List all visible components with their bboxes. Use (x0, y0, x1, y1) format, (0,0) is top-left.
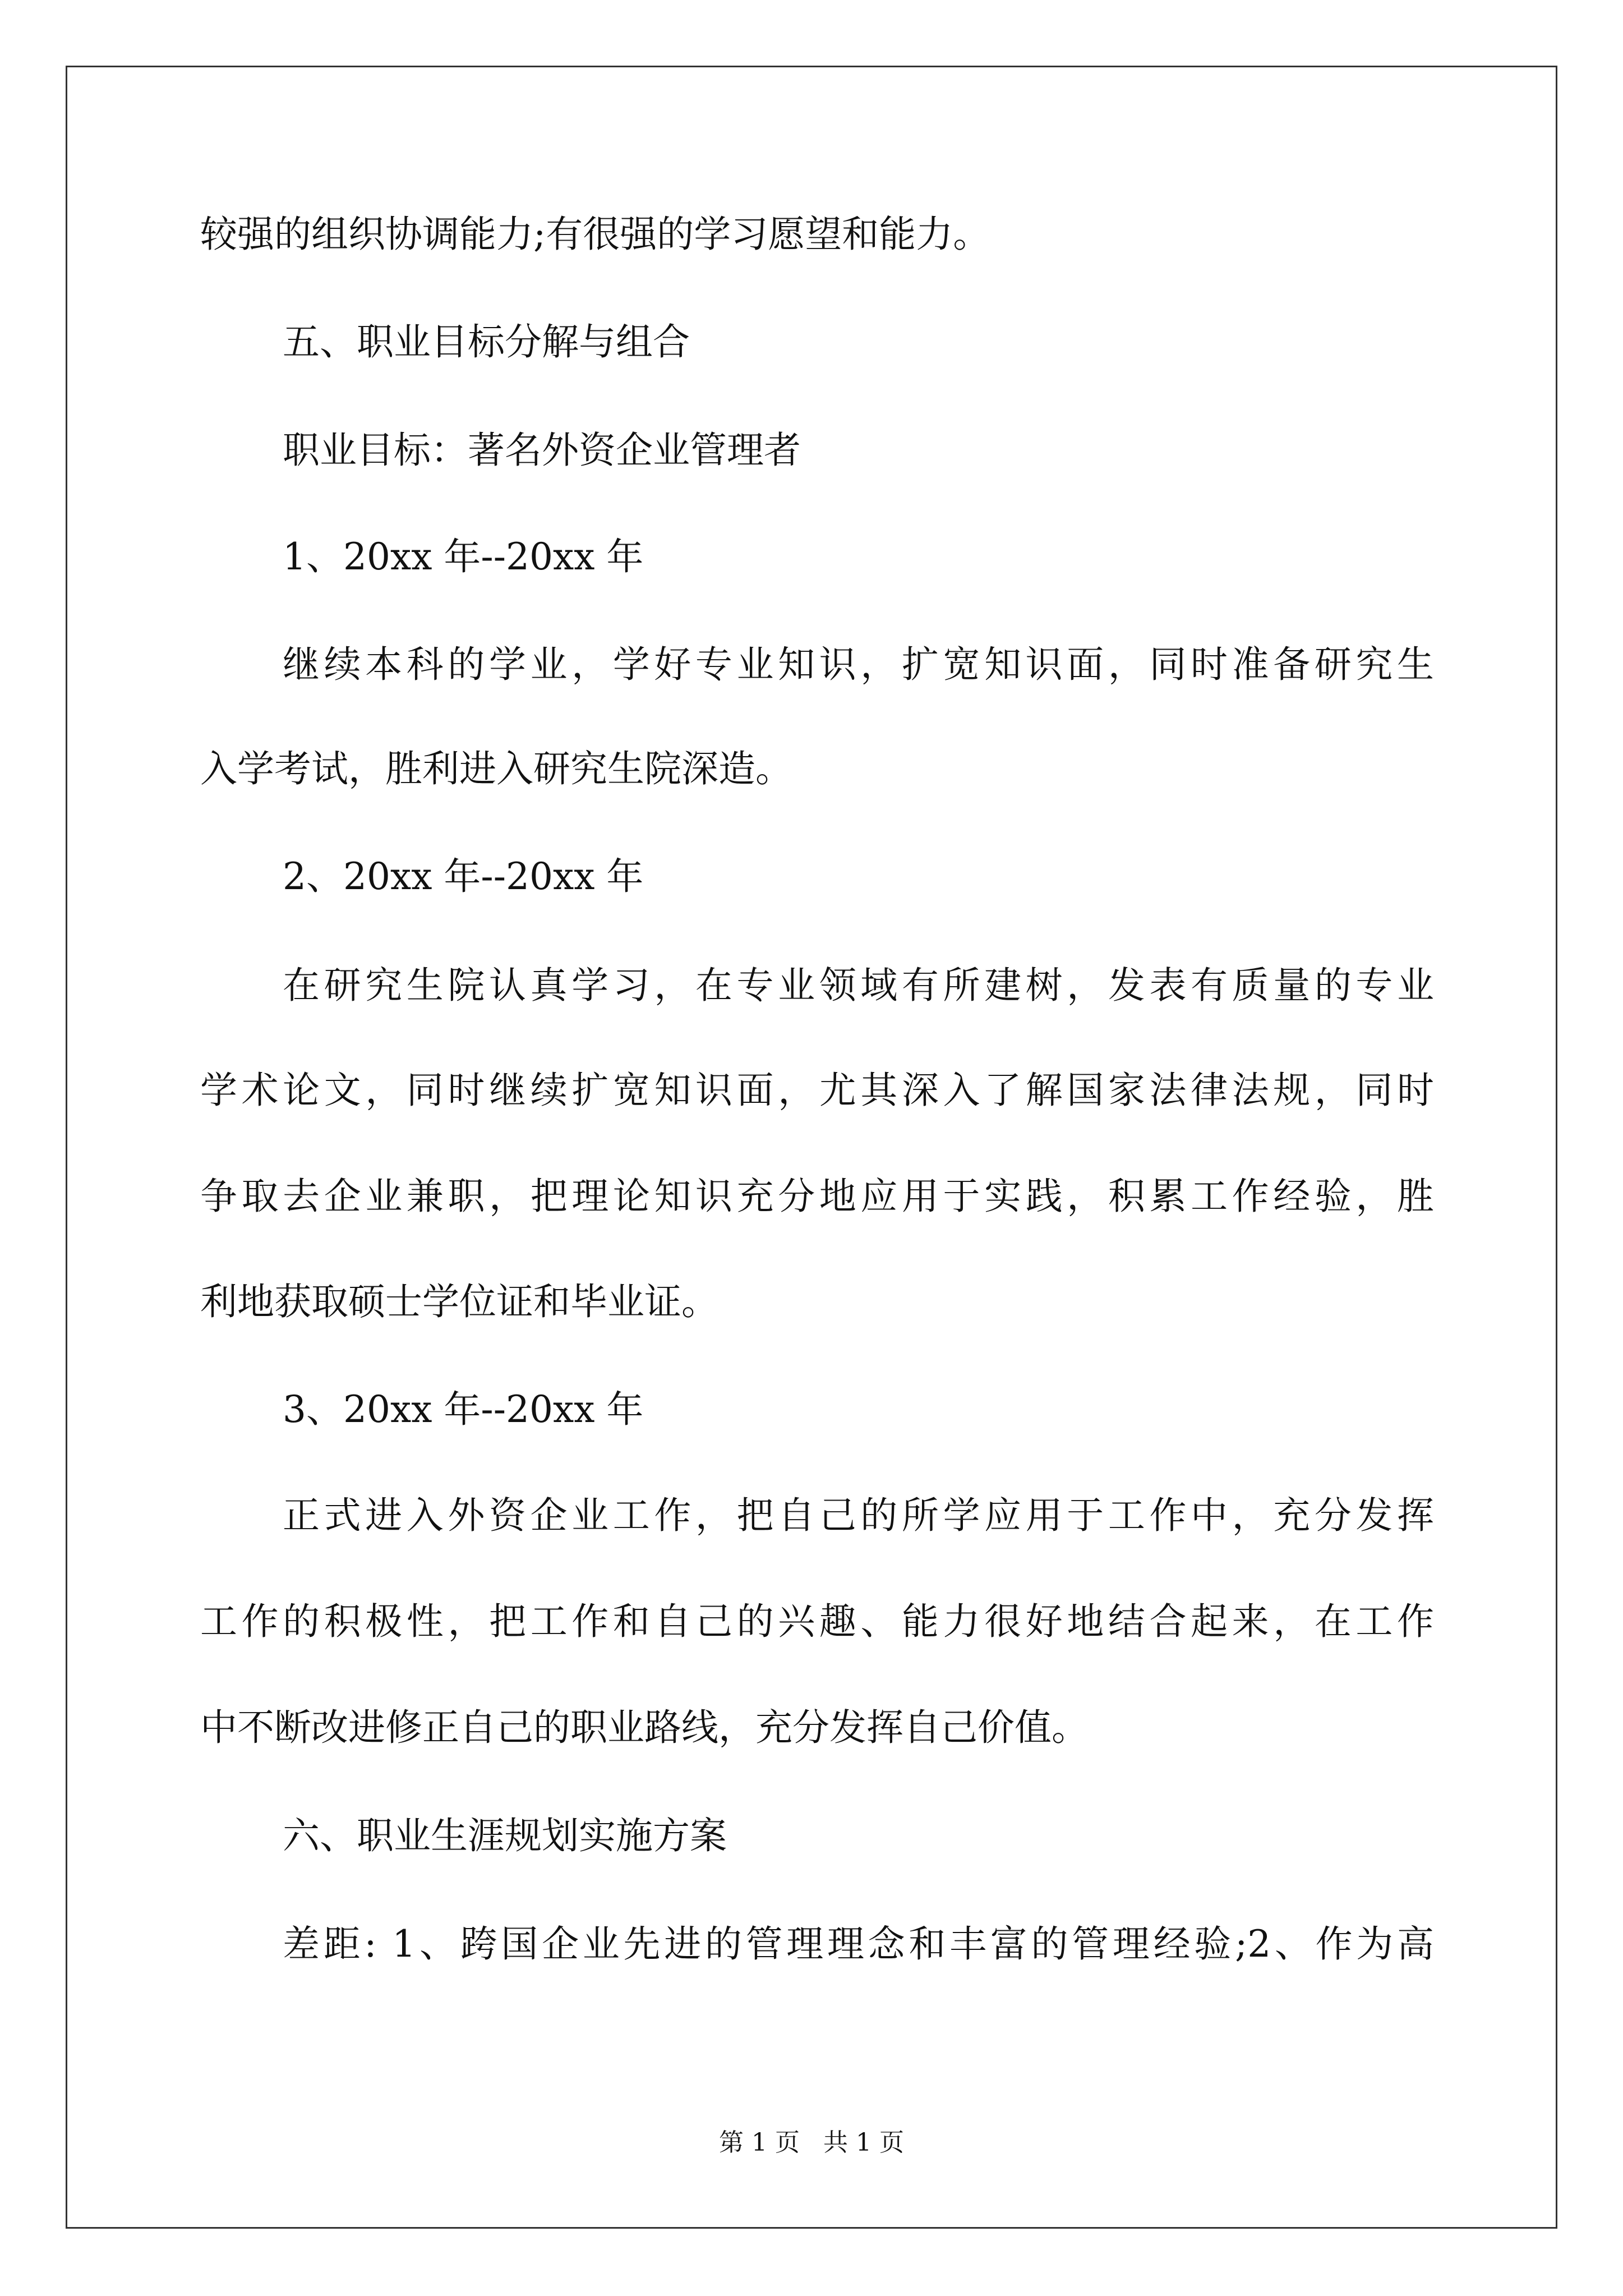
paragraph-line: 继续本科的学业，学好专业知识，扩宽知识面，同时准备研究生 (283, 643, 1434, 686)
paragraph-line: 工作的积极性，把工作和自己的兴趣、能力很好地结合起来，在工作 (200, 1600, 1434, 1643)
page-number: 第 1 页 共 1 页 (719, 2128, 904, 2157)
paragraph-line: 在研究生院认真学习，在专业领域有所建树，发表有质量的专业 (283, 964, 1434, 1007)
section-heading: 五、职业目标分解与组合 (283, 320, 690, 364)
paragraph-line: 入学考试，胜利进入研究生院深造。 (200, 747, 792, 790)
stage-heading: 1、20xx 年--20xx 年 (283, 535, 644, 578)
stage-heading: 2、20xx 年--20xx 年 (283, 855, 644, 898)
paragraph-line: 争取去企业兼职，把理论知识充分地应用于实践，积累工作经验，胜 (200, 1175, 1434, 1218)
page-border (66, 66, 1557, 2229)
paragraph-line: 利地获取硕士学位证和毕业证。 (200, 1280, 718, 1323)
stage-heading: 3、20xx 年--20xx 年 (283, 1388, 644, 1431)
career-goal: 职业目标：著名外资企业管理者 (283, 429, 801, 472)
paragraph-line: 中不断改进修正自己的职业路线，充分发挥自己价值。 (200, 1706, 1089, 1749)
section-heading: 六、职业生涯规划实施方案 (283, 1814, 727, 1857)
paragraph-line: 学术论文，同时继续扩宽知识面，尤其深入了解国家法律法规，同时 (200, 1069, 1434, 1112)
paragraph-line: 差距: 1、跨国企业先进的管理理念和丰富的管理经验;2、作为高 (283, 1922, 1434, 1966)
paragraph-line: 正式进入外资企业工作，把自己的所学应用于工作中，充分发挥 (283, 1494, 1434, 1537)
paragraph-line: 较强的组织协调能力;有很强的学习愿望和能力。 (200, 213, 990, 256)
